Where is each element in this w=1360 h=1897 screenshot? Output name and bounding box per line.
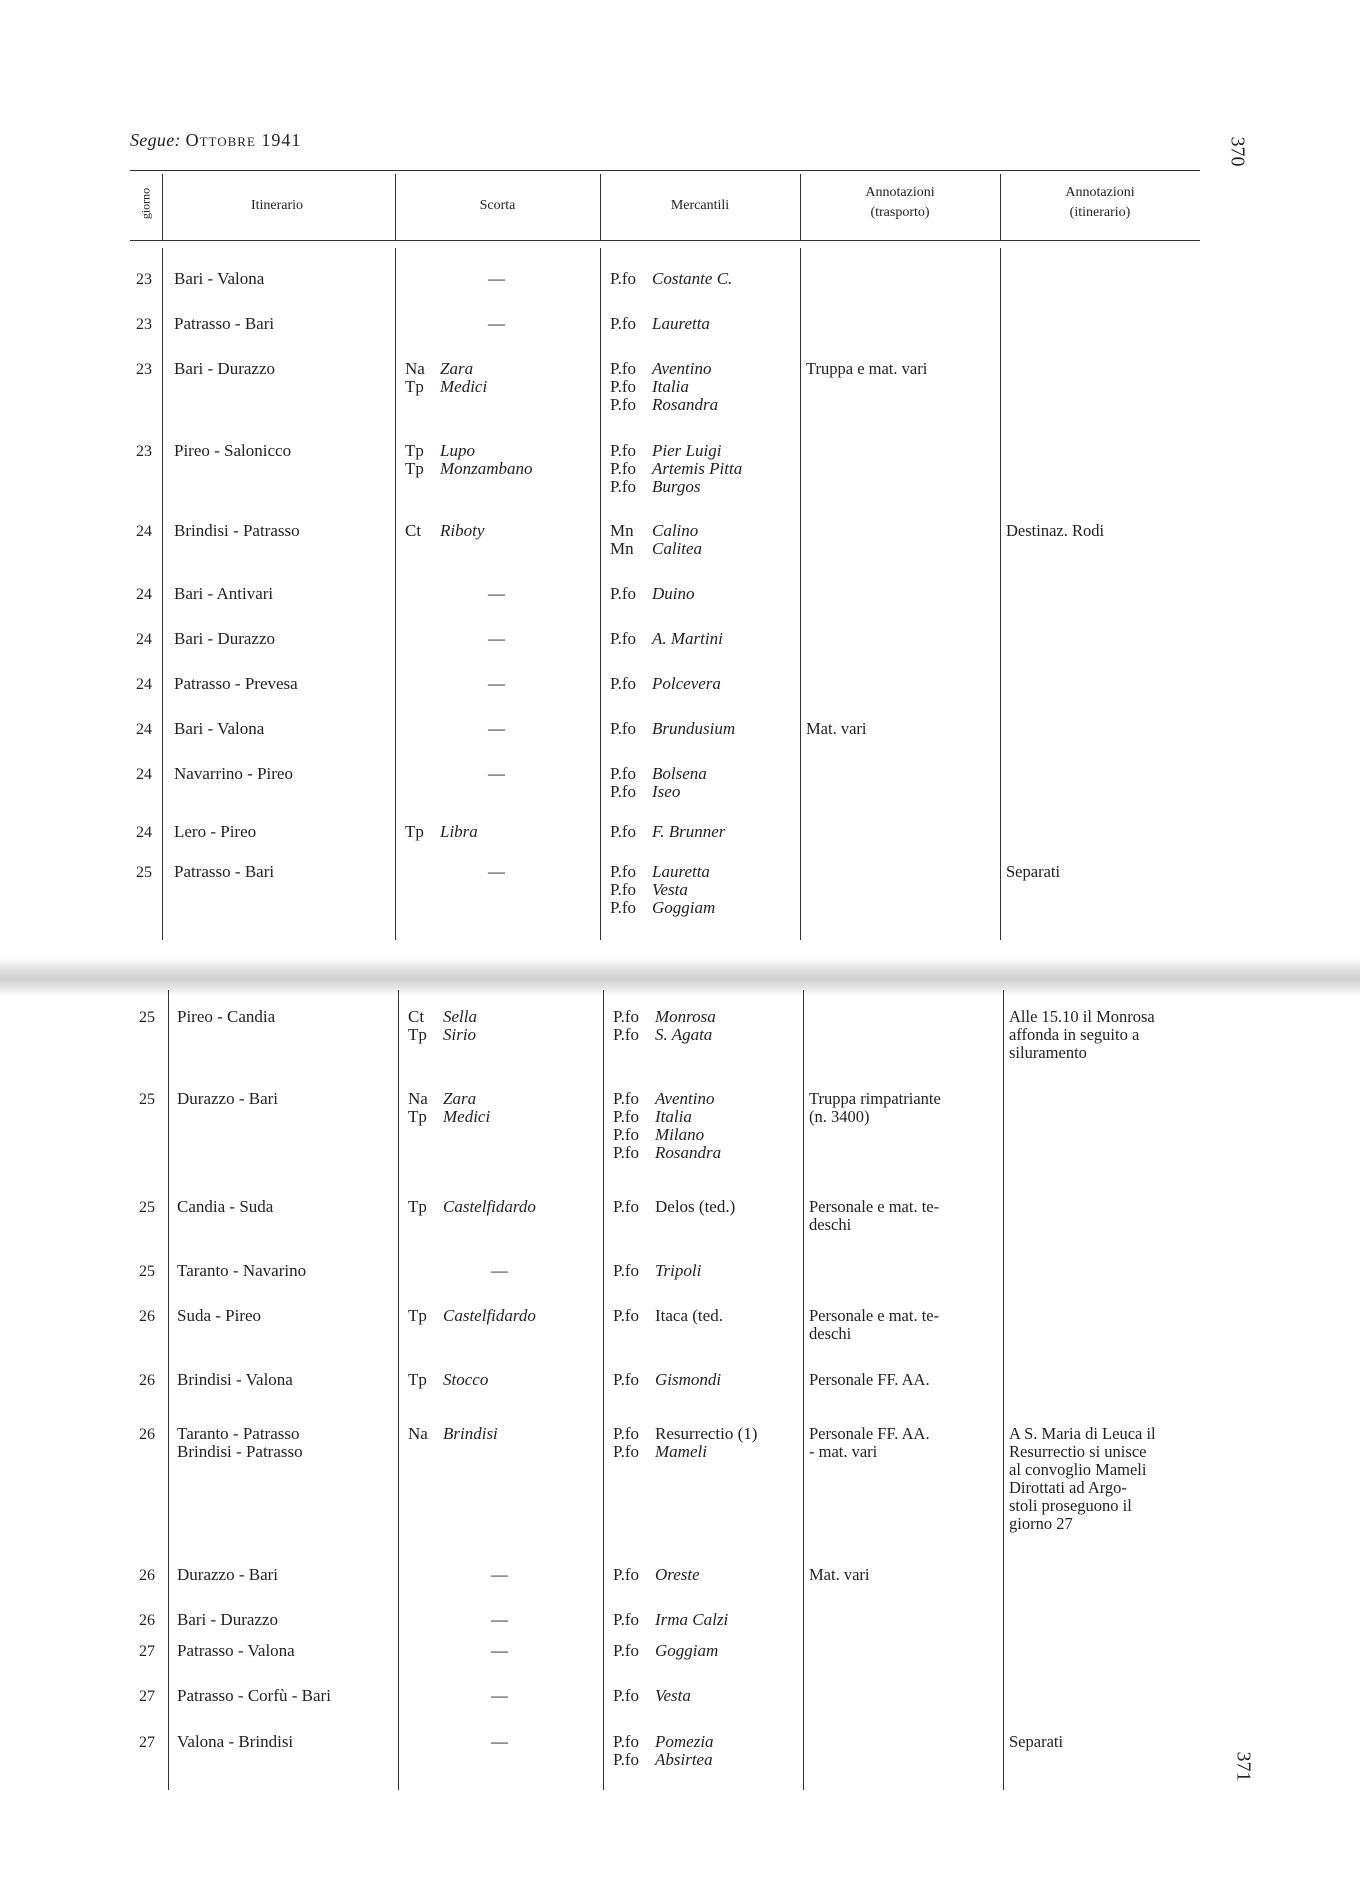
- row-route: Pireo - Candia: [177, 1007, 276, 1026]
- row-day: 24: [136, 523, 152, 540]
- row-escort-dash: —: [491, 1565, 508, 1584]
- row-ship-name: Brundusium: [652, 719, 736, 738]
- row-ship-type: P.fo: [613, 1442, 639, 1461]
- row-route: Patrasso - Prevesa: [174, 674, 298, 693]
- page-number-bottom: 371: [1232, 1751, 1255, 1782]
- row-escort-dash: —: [488, 719, 505, 738]
- row-ship-type: P.fo: [610, 477, 636, 496]
- table-top-divider-2: [395, 248, 396, 940]
- month-label: Ottobre 1941: [185, 130, 302, 150]
- row-transport-note: Mat. vari: [806, 719, 867, 738]
- row-ship-type: P.fo: [613, 1107, 639, 1126]
- row-day: 25: [139, 1263, 155, 1280]
- page-title: [130, 130, 301, 151]
- row-escort-name: Medici: [440, 377, 488, 396]
- row-escort-dash: —: [491, 1686, 508, 1705]
- row-ship-type: P.fo: [610, 764, 636, 783]
- header-rule-bottom: [130, 240, 1200, 241]
- row-ship-name: Costante C.: [652, 269, 733, 288]
- row-ship-name: S. Agata: [655, 1025, 713, 1044]
- row-day: 26: [139, 1372, 155, 1389]
- row-itinerary-note: Alle 15.10 il Monrosa: [1009, 1007, 1155, 1026]
- column-header-scorta: Scorta: [479, 198, 516, 213]
- row-day: 26: [139, 1426, 155, 1443]
- row-escort-type: Na: [405, 359, 425, 378]
- row-day: 25: [139, 1009, 155, 1026]
- row-ship-type: P.fo: [613, 1370, 639, 1389]
- row-ship-name: Aventino: [655, 1089, 715, 1108]
- row-ship-name: Vesta: [652, 880, 688, 899]
- table-bottom-divider-3: [603, 990, 604, 1790]
- row-transport-note: Truppa e mat. vari: [806, 359, 928, 378]
- row-escort-dash: —: [491, 1261, 508, 1280]
- row-escort-name: Zara: [443, 1089, 477, 1108]
- row-escort-type: Ct: [405, 521, 422, 540]
- row-escort-name: Zara: [440, 359, 474, 378]
- row-escort-type: Na: [408, 1424, 428, 1443]
- segue-label: Segue:: [130, 130, 181, 150]
- table-top-divider-4: [800, 248, 801, 940]
- row-ship-type: P.fo: [610, 782, 636, 801]
- row-ship-type: P.fo: [610, 629, 636, 648]
- row-route: Bari - Durazzo: [174, 359, 276, 378]
- row-ship-type: P.fo: [610, 377, 636, 396]
- row-itinerary-note: Separati: [1009, 1732, 1064, 1751]
- row-ship-name: Monrosa: [655, 1007, 716, 1026]
- row-route: Brindisi - Patrasso: [174, 521, 300, 540]
- row-escort-type: Tp: [405, 459, 424, 478]
- row-ship-name: Oreste: [655, 1565, 700, 1584]
- row-escort-dash: —: [488, 584, 505, 603]
- table-bottom-divider-2: [398, 990, 399, 1790]
- row-ship-name: Delos (ted.): [655, 1197, 736, 1216]
- row-ship-name: Burgos: [652, 477, 701, 496]
- row-escort-type: Tp: [408, 1370, 427, 1389]
- row-ship-name: Resurrectio (1): [655, 1424, 758, 1443]
- row-ship-name: Rosandra: [655, 1143, 722, 1162]
- row-route: Pireo - Salonicco: [174, 441, 292, 460]
- row-transport-note: Truppa rimpatriante: [809, 1089, 941, 1108]
- row-route: Bari - Antivari: [174, 584, 274, 603]
- row-transport-note: - mat. vari: [809, 1442, 878, 1461]
- row-ship-type: P.fo: [610, 862, 636, 881]
- row-transport-note: Personale e mat. te-: [809, 1306, 940, 1325]
- row-ship-name: Mameli: [655, 1442, 707, 1461]
- row-escort-name: Riboty: [440, 521, 485, 540]
- row-ship-type: P.fo: [613, 1686, 639, 1705]
- row-escort-dash: —: [491, 1610, 508, 1629]
- row-escort-name: Brindisi: [443, 1424, 498, 1443]
- row-route: Bari - Valona: [174, 719, 265, 738]
- row-route: Lero - Pireo: [174, 822, 257, 841]
- row-escort-name: Lupo: [440, 441, 475, 460]
- row-ship-type: P.fo: [613, 1143, 639, 1162]
- row-ship-name: Irma Calzi: [655, 1610, 729, 1629]
- row-day: 24: [136, 676, 152, 693]
- row-route: Patrasso - Valona: [177, 1641, 295, 1660]
- row-route: Candia - Suda: [177, 1197, 274, 1216]
- row-day: 24: [136, 586, 152, 603]
- table-bottom-divider-4: [803, 990, 804, 1790]
- row-escort-dash: —: [488, 862, 505, 881]
- row-route: Patrasso - Bari: [174, 314, 275, 333]
- row-day: 25: [139, 1091, 155, 1108]
- row-itinerary-note: siluramento: [1009, 1043, 1087, 1062]
- row-transport-note: (n. 3400): [809, 1107, 870, 1126]
- page-number-top: 370: [1226, 136, 1249, 167]
- row-ship-name: Goggiam: [655, 1641, 719, 1660]
- row-ship-name: Calitea: [652, 539, 703, 558]
- row-ship-type: P.fo: [613, 1424, 639, 1443]
- row-ship-name: Aventino: [652, 359, 712, 378]
- row-escort-type: Tp: [408, 1306, 427, 1325]
- row-route: Brindisi - Valona: [177, 1370, 293, 1389]
- row-route: Brindisi - Patrasso: [177, 1442, 303, 1461]
- row-ship-type: P.fo: [613, 1306, 639, 1325]
- row-ship-type: P.fo: [613, 1261, 639, 1280]
- row-escort-type: Tp: [405, 822, 424, 841]
- row-ship-name: Artemis Pitta: [652, 459, 743, 478]
- row-transport-note: Personale FF. AA.: [809, 1370, 930, 1389]
- row-day: 27: [139, 1734, 155, 1751]
- row-ship-type: P.fo: [610, 269, 636, 288]
- column-header-giorno: giorno: [138, 187, 153, 220]
- row-ship-name: Lauretta: [652, 314, 710, 333]
- row-ship-type: P.fo: [613, 1732, 639, 1751]
- row-route: Taranto - Patrasso: [177, 1424, 300, 1443]
- row-escort-dash: —: [488, 674, 505, 693]
- row-ship-name: Absirtea: [655, 1750, 713, 1769]
- row-ship-name: Italia: [652, 377, 689, 396]
- header-rule-top: [130, 170, 1200, 171]
- row-ship-name: Goggiam: [652, 898, 716, 917]
- row-day: 23: [136, 443, 152, 460]
- row-escort-name: Libra: [440, 822, 478, 841]
- row-route: Bari - Durazzo: [174, 629, 276, 648]
- row-transport-note: deschi: [809, 1324, 852, 1343]
- row-escort-type: Tp: [408, 1025, 427, 1044]
- row-ship-name: A. Martini: [652, 629, 723, 648]
- table-bottom-divider-5: [1003, 990, 1004, 1790]
- table-top-divider-3: [600, 248, 601, 940]
- table-top-divider-5: [1000, 248, 1001, 940]
- row-escort-dash: —: [491, 1732, 508, 1751]
- row-escort-dash: —: [488, 314, 505, 333]
- row-escort-dash: —: [491, 1641, 508, 1660]
- row-itinerary-note: Separati: [1006, 862, 1061, 881]
- row-ship-type: P.fo: [613, 1565, 639, 1584]
- row-escort-name: Castelfidardo: [443, 1197, 536, 1216]
- row-ship-name: Itaca (ted.: [655, 1306, 723, 1325]
- row-escort-type: Ct: [408, 1007, 425, 1026]
- row-itinerary-note: Destinaz. Rodi: [1006, 521, 1105, 540]
- row-escort-type: Tp: [405, 441, 424, 460]
- row-ship-type: P.fo: [610, 395, 636, 414]
- row-ship-name: Calino: [652, 521, 699, 540]
- row-transport-note: Mat. vari: [809, 1565, 870, 1584]
- row-ship-type: P.fo: [610, 898, 636, 917]
- row-ship-type: P.fo: [610, 584, 636, 603]
- row-day: 23: [136, 271, 152, 288]
- row-ship-type: P.fo: [613, 1610, 639, 1629]
- row-escort-type: Na: [408, 1089, 428, 1108]
- row-ship-type: Mn: [610, 539, 634, 558]
- row-ship-type: P.fo: [610, 674, 636, 693]
- row-itinerary-note: giorno 27: [1009, 1514, 1073, 1533]
- row-ship-type: P.fo: [613, 1007, 639, 1026]
- page-fold-band: [0, 958, 1360, 996]
- row-escort-name: Stocco: [443, 1370, 489, 1389]
- row-ship-type: P.fo: [613, 1125, 639, 1144]
- row-itinerary-note: stoli proseguono il: [1009, 1496, 1132, 1515]
- row-ship-name: Rosandra: [652, 395, 719, 414]
- row-day: 26: [139, 1612, 155, 1629]
- row-day: 26: [139, 1567, 155, 1584]
- row-itinerary-note: A S. Maria di Leuca il: [1009, 1424, 1156, 1443]
- table-bottom-divider-1: [168, 990, 169, 1790]
- row-ship-name: Gismondi: [655, 1370, 722, 1389]
- row-day: 24: [136, 631, 152, 648]
- row-ship-name: F. Brunner: [652, 822, 726, 841]
- row-itinerary-note: al convoglio Mameli: [1009, 1460, 1147, 1479]
- row-route: Navarrino - Pireo: [174, 764, 293, 783]
- column-header-itinerario: Itinerario: [250, 198, 304, 213]
- row-ship-type: P.fo: [613, 1089, 639, 1108]
- row-route: Durazzo - Bari: [177, 1089, 279, 1108]
- row-ship-name: Pier Luigi: [652, 441, 722, 460]
- row-ship-type: P.fo: [610, 359, 636, 378]
- row-ship-type: P.fo: [613, 1025, 639, 1044]
- row-ship-type: P.fo: [610, 441, 636, 460]
- row-ship-name: Lauretta: [652, 862, 710, 881]
- row-day: 27: [139, 1688, 155, 1705]
- row-ship-name: Milano: [655, 1125, 705, 1144]
- row-day: 24: [136, 766, 152, 783]
- row-transport-note: Personale FF. AA.: [809, 1424, 930, 1443]
- row-ship-name: Vesta: [655, 1686, 691, 1705]
- row-escort-type: Tp: [408, 1197, 427, 1216]
- row-day: 23: [136, 361, 152, 378]
- row-transport-note: deschi: [809, 1215, 852, 1234]
- row-route: Valona - Brindisi: [177, 1732, 294, 1751]
- row-route: Taranto - Navarino: [177, 1261, 307, 1280]
- row-ship-type: Mn: [610, 521, 634, 540]
- row-escort-name: Medici: [443, 1107, 491, 1126]
- column-header-mercantili: Mercantili: [670, 198, 730, 213]
- row-day: 26: [139, 1308, 155, 1325]
- row-ship-name: Polcevera: [652, 674, 721, 693]
- row-ship-type: P.fo: [610, 314, 636, 333]
- column-header-annotazioni-trasporto: Annotazioni (trasporto): [865, 185, 935, 220]
- row-ship-name: Pomezia: [655, 1732, 714, 1751]
- row-ship-type: P.fo: [610, 880, 636, 899]
- row-escort-type: Tp: [408, 1107, 427, 1126]
- row-ship-type: P.fo: [610, 719, 636, 738]
- row-ship-name: Duino: [652, 584, 695, 603]
- row-itinerary-note: affonda in seguito a: [1009, 1025, 1140, 1044]
- row-escort-type: Tp: [405, 377, 424, 396]
- row-route: Durazzo - Bari: [177, 1565, 279, 1584]
- row-ship-name: Bolsena: [652, 764, 707, 783]
- row-day: 24: [136, 824, 152, 841]
- row-itinerary-note: Resurrectio si unisce: [1009, 1442, 1147, 1461]
- row-ship-name: Italia: [655, 1107, 692, 1126]
- row-day: 24: [136, 721, 152, 738]
- row-day: 25: [139, 1199, 155, 1216]
- row-itinerary-note: Dirottati ad Argo-: [1009, 1478, 1127, 1497]
- row-ship-type: P.fo: [613, 1750, 639, 1769]
- column-header-annotazioni-itinerario: Annotazioni (itinerario): [1065, 185, 1135, 220]
- row-day: 23: [136, 316, 152, 333]
- row-ship-type: P.fo: [613, 1641, 639, 1660]
- row-ship-type: P.fo: [613, 1197, 639, 1216]
- row-ship-type: P.fo: [610, 822, 636, 841]
- row-ship-type: P.fo: [610, 459, 636, 478]
- row-day: 25: [136, 864, 152, 881]
- row-ship-name: Tripoli: [655, 1261, 702, 1280]
- row-route: Bari - Valona: [174, 269, 265, 288]
- row-route: Patrasso - Bari: [174, 862, 275, 881]
- table-top-divider-1: [162, 248, 163, 940]
- row-escort-name: Sella: [443, 1007, 477, 1026]
- row-day: 27: [139, 1643, 155, 1660]
- row-escort-name: Monzambano: [440, 459, 533, 478]
- row-escort-dash: —: [488, 629, 505, 648]
- row-transport-note: Personale e mat. te-: [809, 1197, 940, 1216]
- row-escort-name: Sirio: [443, 1025, 477, 1044]
- row-route: Bari - Durazzo: [177, 1610, 279, 1629]
- row-ship-name: Iseo: [652, 782, 681, 801]
- row-route: Patrasso - Corfù - Bari: [177, 1686, 331, 1705]
- row-escort-dash: —: [488, 764, 505, 783]
- row-escort-dash: —: [488, 269, 505, 288]
- row-route: Suda - Pireo: [177, 1306, 262, 1325]
- row-escort-name: Castelfidardo: [443, 1306, 536, 1325]
